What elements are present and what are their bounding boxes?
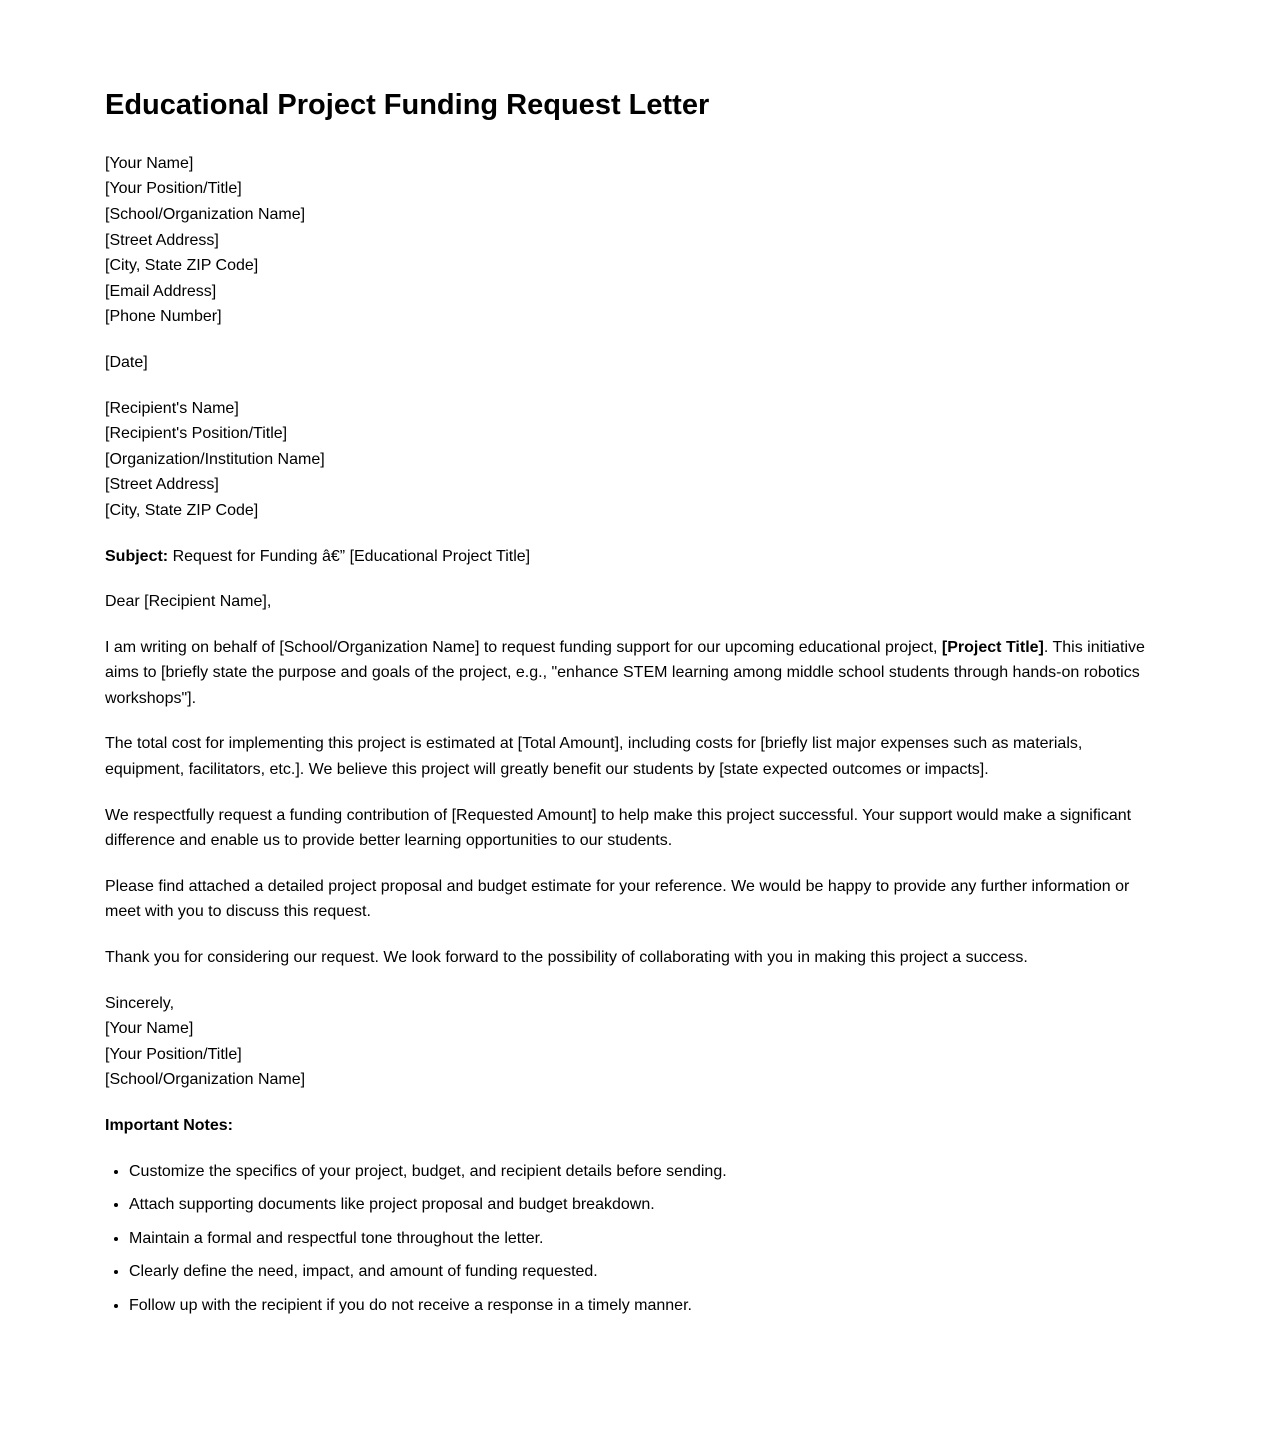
notes-heading: Important Notes: xyxy=(105,1117,233,1135)
paragraph-intro-text-before: I am writing on behalf of [School/Organization Name] to request funding support for our upcoming educational project, xyxy=(105,638,942,656)
paragraph-intro-text-after: . This initiative aims to [briefly state the purpose and goals of the project, e.g., "enhance STEM learning among middle school students through hands-on robotics workshops"]. xyxy=(105,638,1145,707)
recipient-position: [Recipient's Position/Title] xyxy=(105,425,288,443)
signoff-closing: Sincerely, xyxy=(105,994,175,1012)
list-item: • Follow up with the recipient if you do not receive a response in a timely manner. xyxy=(129,1293,1158,1319)
list-item: • Maintain a formal and respectful tone throughout the letter. xyxy=(129,1226,1158,1252)
paragraph-thanks: Thank you for considering our request. We look forward to the possibility of collaborating with you in making this project a success. xyxy=(105,949,1028,967)
sender-email: [Email Address] xyxy=(105,282,217,300)
signoff-organization: [School/Organization Name] xyxy=(105,1071,306,1089)
sender-phone: [Phone Number] xyxy=(105,308,222,326)
sender-address-block xyxy=(105,151,1158,330)
list-item: • Attach supporting documents like project proposal and budget breakdown. xyxy=(129,1192,1158,1218)
subject-label: Subject: xyxy=(105,547,169,565)
page-title: Educational Project Funding Request Letter xyxy=(105,89,710,121)
list-item: • Customize the specifics of your project, budget, and recipient details before sending. xyxy=(129,1159,1158,1185)
sender-organization: [School/Organization Name] xyxy=(105,205,306,223)
recipient-street: [Street Address] xyxy=(105,476,219,494)
recipient-name: [Recipient's Name] xyxy=(105,399,239,417)
sender-street: [Street Address] xyxy=(105,231,219,249)
signoff-position: [Your Position/Title] xyxy=(105,1045,242,1063)
list-item: • Clearly define the need, impact, and amount of funding requested. xyxy=(129,1259,1158,1285)
project-title-placeholder: [Project Title] xyxy=(941,638,1044,656)
subject-text: Request for Funding â€” [Educational Project Title] xyxy=(168,547,531,565)
sender-position: [Your Position/Title] xyxy=(105,180,242,198)
paragraph-request: We respectfully request a funding contribution of [Requested Amount] to help make this project successful. Your support would make a significant difference and enable us to provide better learning opportunities to our students. xyxy=(105,806,1132,850)
recipient-city-state-zip: [City, State ZIP Code] xyxy=(105,501,259,519)
paragraph-attachments: Please find attached a detailed project proposal and budget estimate for your reference. We would be happy to provide any further information or meet with you to discuss this request. xyxy=(105,877,1130,921)
signoff-block xyxy=(105,991,1158,1093)
sender-city-state-zip: [City, State ZIP Code] xyxy=(105,257,259,275)
sender-name: [Your Name] xyxy=(105,154,194,172)
paragraph-intro xyxy=(105,635,1158,712)
recipient-address-block xyxy=(105,396,1158,524)
greeting: Dear [Recipient Name], xyxy=(105,593,272,611)
recipient-organization: [Organization/Institution Name] xyxy=(105,450,325,468)
subject-line xyxy=(105,544,1158,570)
date-line: [Date] xyxy=(105,353,148,371)
paragraph-cost: The total cost for implementing this project is estimated at [Total Amount], including costs for [briefly list major expenses such as materials, equipment, facilitators, etc.]. We believe this project will greatly benefit our students by [state expected outcomes or impacts]. xyxy=(105,735,1083,779)
signoff-name: [Your Name] xyxy=(105,1020,194,1038)
notes-list xyxy=(105,1159,1158,1319)
